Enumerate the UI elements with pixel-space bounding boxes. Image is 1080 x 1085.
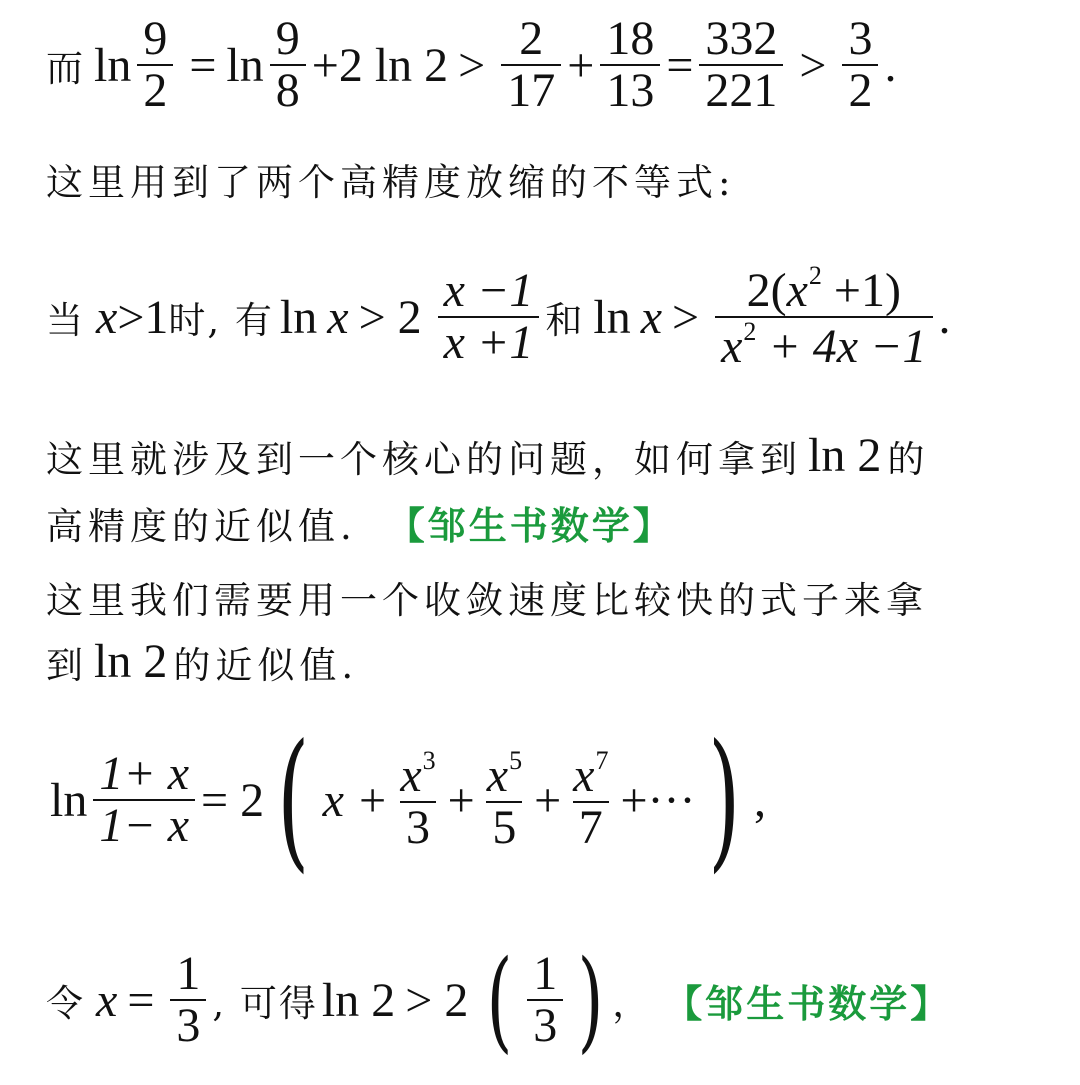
- para1-line2: 高精度的近似值. 【邹生书数学】: [46, 495, 674, 550]
- ln-symbol: ln: [279, 290, 318, 344]
- numerator: x −1: [443, 264, 534, 317]
- numerator: 1+ x: [99, 746, 190, 800]
- kede: , 可得: [212, 982, 318, 1025]
- denominator: 17: [501, 64, 561, 116]
- fraction-9-8: [270, 14, 306, 117]
- eq-two: = 2: [201, 773, 265, 827]
- ln2-inline: ln 2: [321, 973, 396, 1027]
- fraction-2-17: [501, 14, 561, 117]
- equation-ln-nine-halves: [46, 14, 896, 117]
- fraction-9-2: [137, 14, 173, 117]
- para2-line1: 这里我们需要用一个收敛速度比较快的式子来拿: [46, 579, 928, 622]
- term-x7-over-7: $\frac{x^7}{7}$: [573, 745, 609, 854]
- term-x5-over-5: $\frac{x^5}{5}$: [486, 745, 523, 854]
- ln2-inline: ln 2: [94, 635, 168, 688]
- equals-sign: =: [666, 38, 694, 92]
- numerator: 9: [143, 12, 168, 65]
- right-paren: ): [708, 713, 741, 887]
- fraction-3-2: [842, 14, 878, 117]
- equals-sign: =: [189, 38, 217, 92]
- ln-symbol: ln: [94, 38, 132, 92]
- gt-one: >1: [117, 290, 169, 344]
- var-x: x: [640, 290, 663, 344]
- shi-you: 时, 有: [168, 299, 274, 343]
- gt-two: > 2: [358, 290, 422, 344]
- intro-sentence: [46, 152, 735, 206]
- lead-char: 而: [46, 47, 88, 91]
- para2-line2: 到 ln 2 的近似值.: [46, 635, 359, 688]
- denominator: 8: [270, 64, 306, 116]
- ling-char: 令: [46, 982, 88, 1025]
- denominator: 1− x: [93, 799, 195, 851]
- denominator: x +1: [438, 316, 540, 368]
- numerator: 2: [519, 12, 544, 65]
- fraction-x-minus-1-over-x-plus-1: [438, 266, 540, 369]
- fraction-1-3-paren: $\frac{1}{3}$: [527, 949, 563, 1052]
- comma: ,: [754, 773, 767, 827]
- denominator: 13: [600, 64, 660, 116]
- ln2-inline: ln 2: [808, 429, 882, 482]
- inequality-line: [46, 262, 951, 373]
- fraction-18-13: [600, 14, 660, 117]
- fraction-1px-over-1mx: [93, 746, 195, 852]
- period: .: [884, 38, 897, 92]
- numerator: $2(x^2 +1)$: [746, 261, 901, 317]
- gt-two: > 2: [405, 973, 469, 1027]
- brand-tag: 【邹生书数学】: [664, 980, 952, 1026]
- denominator: 2: [137, 64, 173, 116]
- right-paren: ): [577, 936, 604, 1064]
- fraction-pade: [715, 262, 932, 373]
- brand-tag: 【邹生书数学】: [386, 503, 674, 548]
- numerator: 18: [606, 12, 655, 65]
- numerator: 3: [848, 12, 873, 65]
- ellipsis: +···: [620, 773, 696, 827]
- series-expansion: ln $\frac{1+ x}{1- x}$ = 2 ( x + $\frac{x^3}{3}$ + $\frac{x^5}{5}$ + $\frac{x^7}{7}$ +··· ) ,: [50, 713, 767, 887]
- greater-than: >: [799, 38, 827, 92]
- period: .: [938, 290, 951, 344]
- para1-line1: 这里就涉及到一个核心的问题，如何拿到 ln 2 的: [46, 429, 930, 482]
- var-x: x: [327, 290, 349, 344]
- fraction-332-221: [699, 14, 783, 117]
- term-x: x +: [322, 773, 389, 827]
- ln-symbol: ln: [50, 773, 88, 827]
- plus-two-ln2: +2 ln 2: [311, 38, 449, 92]
- left-paren: (: [277, 713, 310, 887]
- ln-symbol: ln: [226, 38, 264, 92]
- equals-sign: =: [127, 973, 155, 1027]
- when-char: 当: [46, 299, 88, 343]
- left-paren: (: [486, 936, 513, 1064]
- var-x: x: [96, 290, 118, 344]
- denominator: $x^2 + 4x -1$: [715, 316, 932, 372]
- term-x3-over-3: $\frac{x^3}{3}$: [400, 745, 436, 854]
- substitution-line: [46, 936, 952, 1064]
- plus-sign: +: [567, 38, 595, 92]
- ln-symbol: ln: [593, 290, 631, 344]
- greater-than: >: [672, 290, 700, 344]
- denominator: 221: [699, 64, 783, 116]
- greater-than: >: [458, 38, 486, 92]
- numerator: 332: [705, 12, 778, 65]
- numerator: 9: [275, 12, 300, 65]
- var-x: x: [96, 973, 118, 1027]
- denominator: 2: [842, 64, 878, 116]
- intro-text: 这里用到了两个高精度放缩的不等式:: [46, 161, 736, 204]
- and-char: 和: [545, 299, 588, 343]
- comma: ，: [612, 982, 655, 1025]
- fraction-1-3: $\frac{1}{3}$: [170, 949, 206, 1052]
